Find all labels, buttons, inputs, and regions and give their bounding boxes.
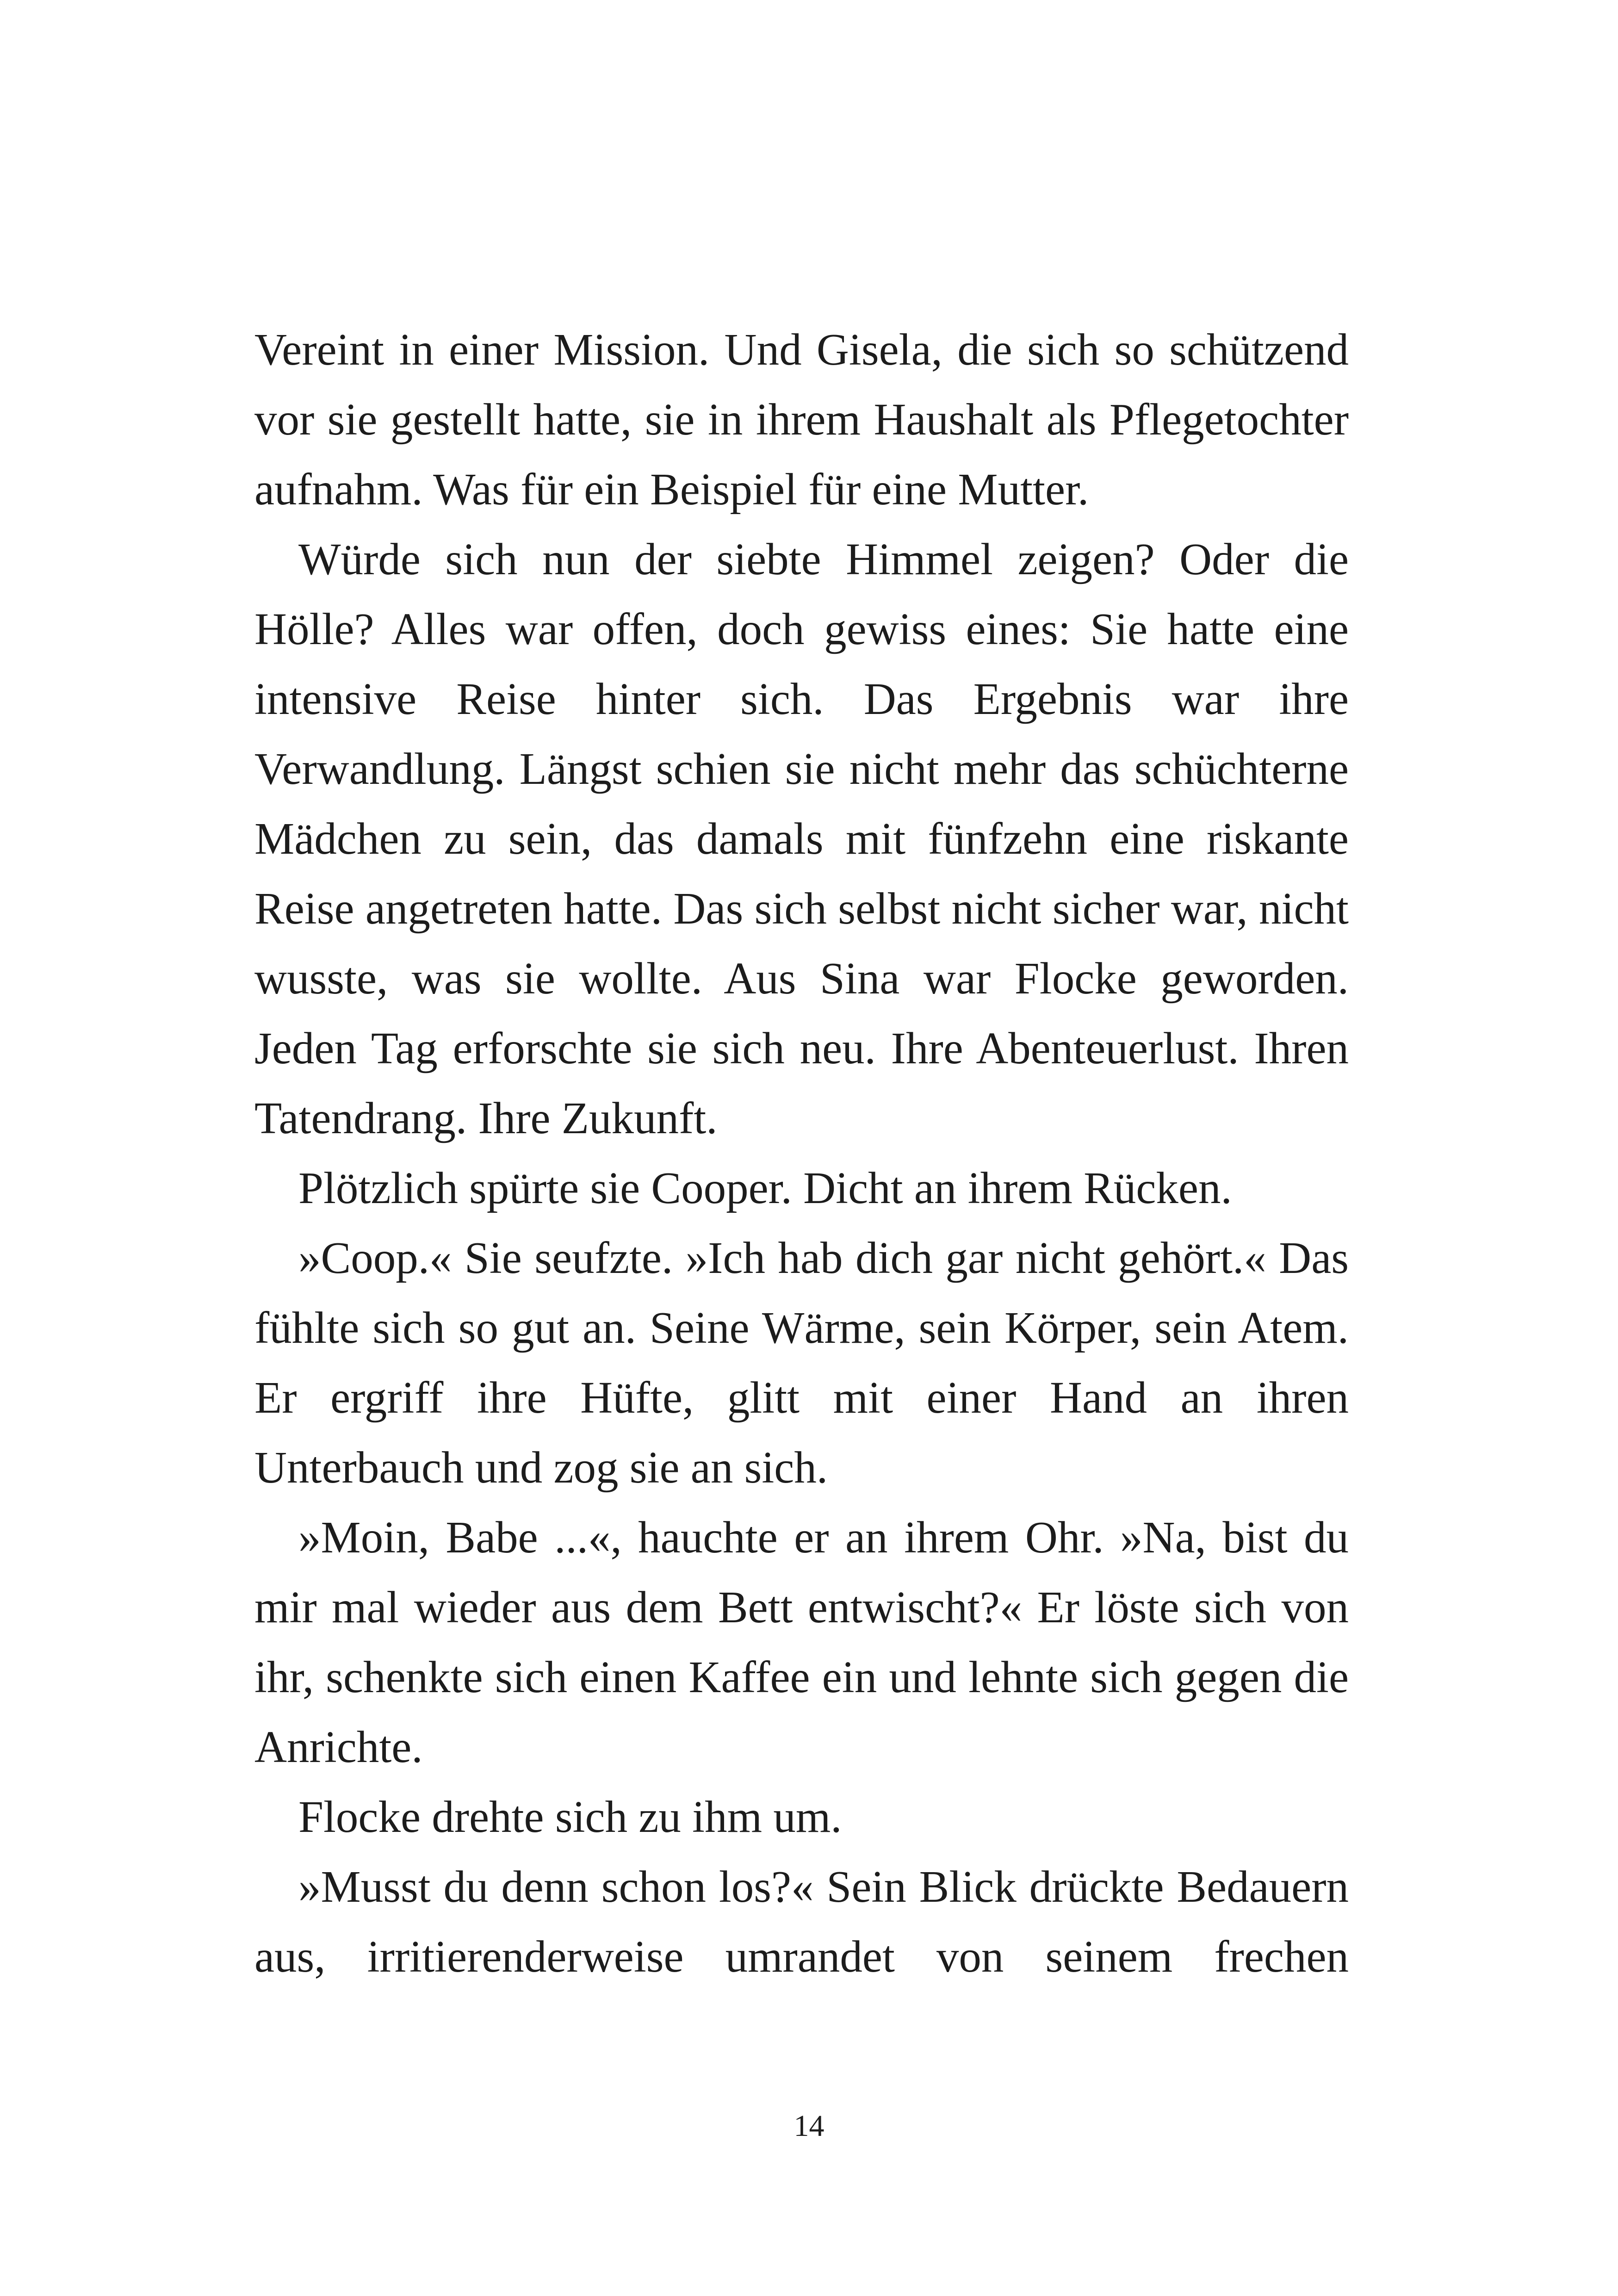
paragraph-7: »Musst du denn schon los?« Sein Blick drückte Bedauern aus, irritierenderweise umrandet von seinem frechen bbox=[254, 1862, 1349, 1981]
page-number: 14 bbox=[794, 2109, 824, 2143]
paragraph-3: Plötzlich spürte sie Cooper. Dicht an ihrem Rücken. bbox=[298, 1163, 1232, 1213]
paragraph-4: »Coop.« Sie seufzte. »Ich hab dich gar nicht gehört.« Das fühlte sich so gut an. Seine Wärme, sein Körper, sein Atem. Er ergriff ihre Hüfte, glitt mit einer Hand an ihren Unterbauch und zog sie an sich. bbox=[254, 1233, 1349, 1492]
paragraph-5: »Moin, Babe ...«, hauchte er an ihrem Ohr. »Na, bist du mir mal wieder aus dem Bett entwischt?« Er löste sich von ihr, schenkte sich einen Kaffee ein und lehnte sich gegen die Anrichte. bbox=[254, 1513, 1349, 1772]
paragraph-1: Vereint in einer Mission. Und Gisela, die sich so schützend vor sie gestellt hatte, sie in ihrem Haushalt als Pflegetochter aufnahm. Was für ein Beispiel für eine Mutter. bbox=[254, 325, 1349, 514]
body-text bbox=[254, 315, 1349, 1992]
paragraph-2: Würde sich nun der siebte Himmel zeigen? Oder die Hölle? Alles war offen, doch gewiss eines: Sie hatte eine intensive Reise hinter sich. Das Ergebnis war ihre Verwandlung. Längst schien sie nicht mehr das schüchterne Mädchen zu sein, das damals mit fünfzehn eine riskante Reise angetreten hatte. Das sich selbst nicht sicher war, nicht wusste, was sie wollte. Aus Sina war Flocke geworden. Jeden Tag erforschte sie sich neu. Ihre Abenteuerlust. Ihren Tatendrang. Ihre Zukunft. bbox=[254, 534, 1349, 1143]
paragraph-6: Flocke drehte sich zu ihm um. bbox=[298, 1792, 842, 1842]
